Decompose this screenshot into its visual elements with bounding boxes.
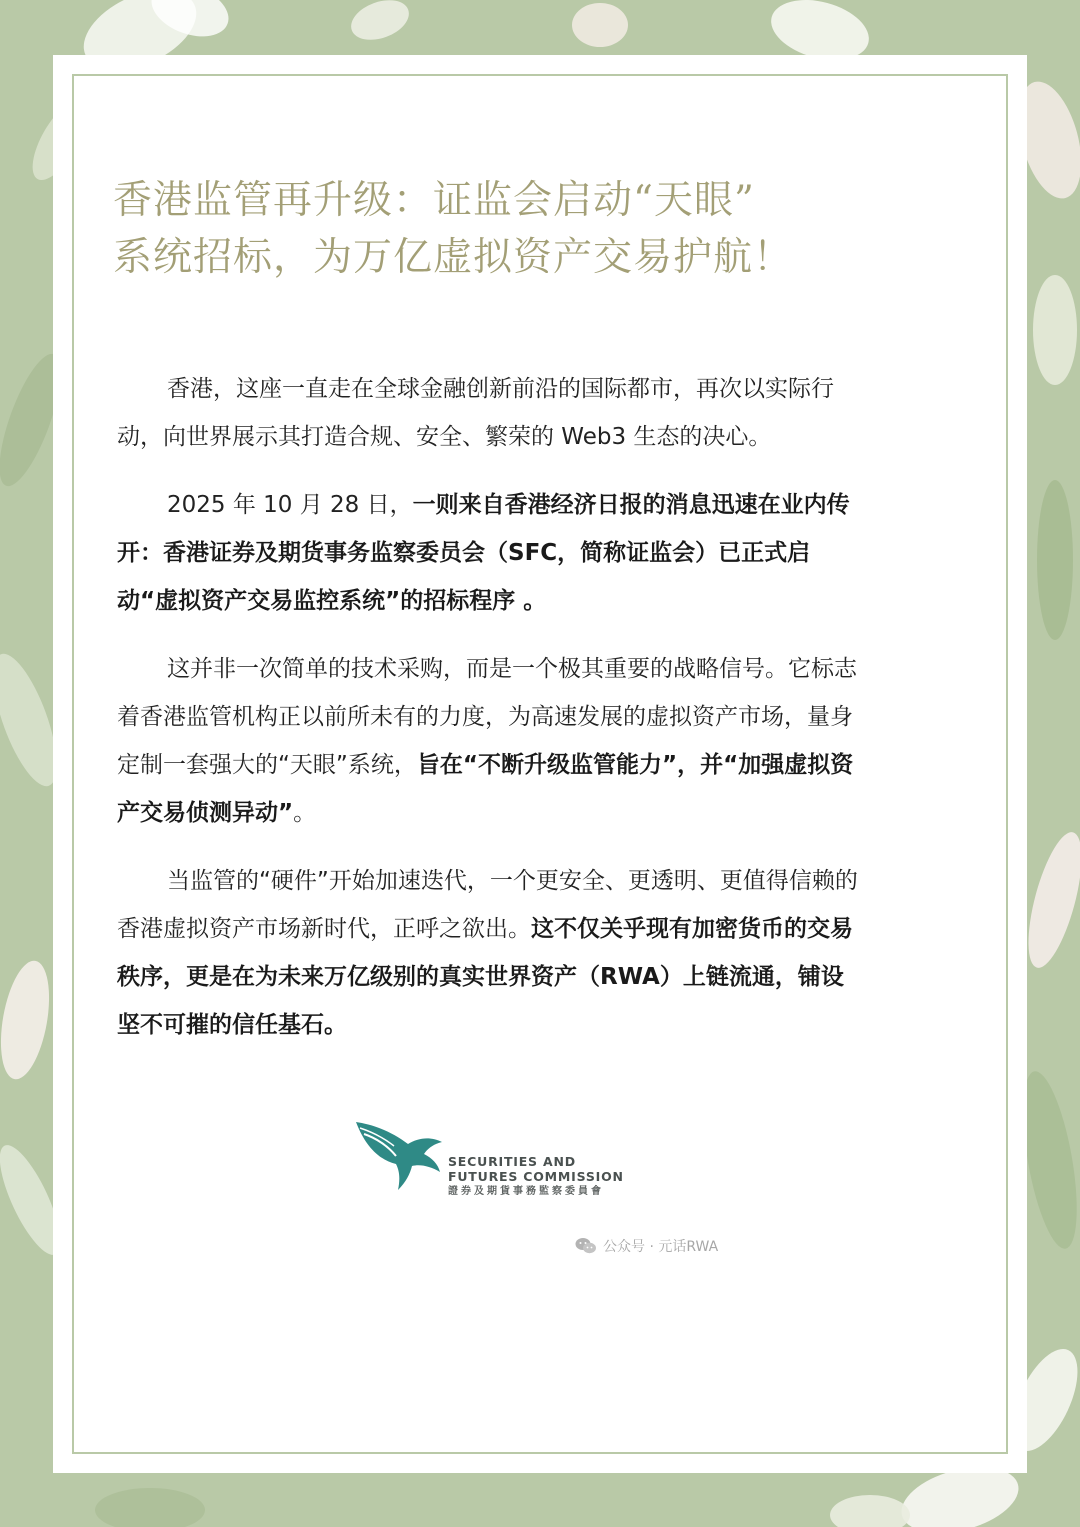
logo-line-3: 證券及期貨事務監察委員會 (448, 1186, 604, 1197)
bold-text: 这不仅关乎现有加密货币的交易秩序，更是在为未来万亿级别的真实世界资产（RWA）上链流通，铺设坚不可摧的信任基石。 (117, 916, 853, 1038)
paragraph (117, 481, 859, 625)
wechat-watermark (575, 1236, 718, 1256)
logo-line-1: SECURITIES AND (448, 1154, 576, 1169)
paragraph (117, 857, 859, 1049)
text-run: 2025 年 10 月 28 日， (167, 492, 413, 518)
sfc-logo-text (448, 1154, 624, 1199)
text-run: 香港，这座一直走在全球金融创新前沿的国际都市，再次以实际行动，向世界展示其打造合规、安全、繁荣的 Web3 生态的决心。 (117, 376, 834, 450)
paragraph (117, 365, 859, 461)
bold-text: 旨在“不断升级监管能力”，并“加强虚拟资产交易侦测异动” (117, 752, 854, 826)
paragraph (117, 645, 859, 837)
bold-text: 一则来自香港经济日报的消息迅速在业内传开：香港证券及期货事务监察委员会（SFC，简称证监会）已正式启动“虚拟资产交易监控系统”的招标程序 。 (117, 492, 850, 614)
watermark-label: 公众号 · 元话RWA (603, 1239, 719, 1255)
article-title (113, 172, 873, 286)
text-run: 当监管的“硬件”开始加速迭代，一个更安全、更透明、更值得信赖的香港虚拟资产市场新时代，正呼之欲出。 (117, 868, 858, 942)
wechat-icon (575, 1237, 597, 1255)
text-run: 这并非一次简单的技术采购，而是一个极其重要的战略信号。它标志着香港监管机构正以前所未有的力度，为高速发展的虚拟资产市场，量身定制一套强大的“天眼”系统， (117, 656, 857, 778)
sfc-logo (350, 1112, 630, 1202)
text-run: 。 (293, 800, 317, 826)
title-line-2: 系统招标，为万亿虚拟资产交易护航！ (113, 235, 794, 280)
eagle-icon (350, 1112, 450, 1192)
article-body (117, 365, 859, 1069)
title-line-1: 香港监管再升级：证监会启动“天眼” (113, 178, 755, 223)
logo-line-2: FUTURES COMMISSION (448, 1169, 624, 1184)
